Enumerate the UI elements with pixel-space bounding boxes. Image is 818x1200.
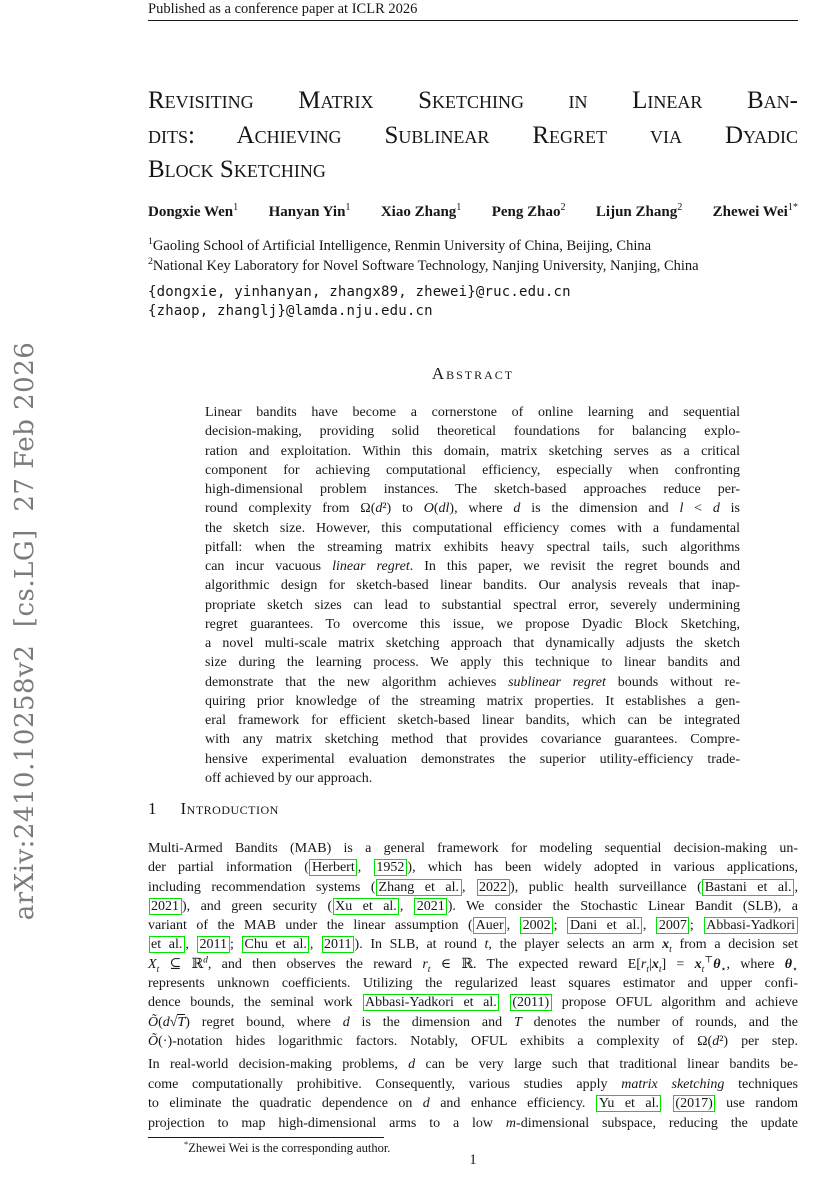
text-run: ] = [661, 956, 695, 972]
text-run: ), which has been widely adopted in various applications, [407, 860, 799, 876]
text-run: component for achieving computational efficiency, especially when confronting [205, 462, 740, 478]
text-run: propose OFUL algorithm and achieve [552, 995, 798, 1011]
text-run: demonstrate that the new algorithm achieves [205, 674, 509, 690]
text-run: eral framework for efficient sketch-based linear bandits, which can be integrated [205, 713, 740, 728]
paper-title [148, 84, 798, 188]
text-run: r [640, 956, 647, 972]
author-affil-mark: 2 [560, 202, 566, 213]
citation-link[interactable]: 2011 [322, 936, 354, 953]
text-line [205, 730, 740, 749]
text-line [148, 1114, 798, 1134]
text-run: Gaoling School of Artificial Intelligence, Renmin University of China, Beijing, China [152, 238, 652, 254]
text-run [662, 1096, 672, 1111]
text-line [148, 955, 798, 974]
text-run: t [646, 964, 650, 975]
text-run: , [794, 879, 798, 895]
text-run: linear regret [332, 559, 410, 574]
text-run: ⋆ [792, 964, 798, 975]
author-name: Zhewei Wei [712, 204, 788, 220]
text-line [205, 422, 740, 441]
text-run: Multi-Armed Bandits (MAB) is a general framework for modeling sequential decision-making un- [148, 841, 798, 856]
text-run: size during the learning process. We apply this technique to linear bandits and [205, 655, 740, 671]
author-affil-mark: 1 [456, 202, 462, 213]
introduction-paragraph-2 [148, 1055, 798, 1133]
text-line [148, 283, 798, 302]
text-run: , and then observes the reward [207, 956, 423, 972]
text-run: < [683, 501, 713, 517]
citation-link[interactable]: Yu et al. [596, 1095, 661, 1112]
text-line [205, 711, 740, 730]
author-name: Lijun Zhang [595, 204, 678, 220]
citation-link[interactable]: 1952 [374, 859, 407, 876]
text-line [205, 692, 740, 711]
text-run: -dimensional subspace, reducing the update [516, 1115, 798, 1131]
text-run: ), and green security ( [182, 898, 333, 914]
text-line [205, 557, 740, 576]
author-affil-mark: 1 [345, 202, 351, 213]
text-run: bounds without re- [605, 674, 740, 690]
text-run: ²) per step. [719, 1033, 798, 1049]
text-line [148, 84, 798, 119]
author-name: Dongxie Wen [148, 204, 234, 220]
author-row [148, 204, 798, 221]
text-line [148, 935, 798, 954]
text-line [148, 257, 798, 277]
text-line [148, 237, 798, 257]
text-line [205, 576, 740, 595]
section-number: 1 [148, 799, 157, 818]
citation-link[interactable]: Xu et al. [333, 898, 400, 915]
citation-link[interactable]: Abbasi-Yadkori et al. [363, 994, 500, 1011]
text-run: d [712, 1033, 720, 1049]
text-run: dl [438, 501, 450, 517]
text-run: √ [169, 1014, 178, 1030]
arxiv-watermark: arXiv:2410.10258v2 [cs.LG] 27 Feb 2026 [10, 341, 40, 921]
text-run: , where [726, 956, 785, 972]
text-run: Õ [148, 1014, 159, 1030]
text-run: ∈ ℝ. The expected reward E[ [430, 956, 641, 972]
text-run: ; [689, 918, 704, 934]
author [381, 204, 462, 221]
text-run: dits: Achieving Sublinear Regret via Dyadic [148, 121, 798, 149]
text-run: including recommendation systems ( [148, 879, 376, 895]
text-run: with any matrix sketching method that provides covariance guarantees. Compre- [205, 732, 740, 748]
author [596, 204, 682, 221]
text-line [148, 839, 798, 858]
text-run: is [719, 501, 740, 517]
text-run: m [505, 1115, 517, 1131]
text-line [205, 596, 740, 615]
citation-link[interactable]: Bastani et al. [702, 879, 794, 896]
conference-header: Published as a conference paper at ICLR 2026 [148, 1, 418, 17]
author [148, 204, 238, 221]
text-run: ), where [449, 501, 514, 517]
text-run: l [679, 501, 684, 517]
citation-link[interactable]: 2021 [149, 898, 182, 915]
text-run: d [342, 1014, 350, 1030]
text-run: X [148, 956, 157, 972]
text-run: d [203, 955, 208, 966]
text-run: d [408, 1057, 416, 1072]
author [269, 204, 351, 221]
text-run: . In this paper, we revisit the regret bounds and [409, 559, 740, 574]
section-title: Introduction [180, 799, 279, 818]
text-run: is the dimension and [520, 501, 680, 517]
text-line [205, 403, 740, 422]
text-line [148, 897, 798, 916]
author-affil-mark: 2 [677, 202, 683, 213]
citation-link[interactable]: 2011 [197, 936, 229, 953]
citation-link[interactable]: Chu et al. [242, 936, 309, 953]
text-run: r [422, 956, 428, 972]
citation-link[interactable]: Auer [473, 917, 506, 934]
text-run: der partial information ( [148, 860, 309, 876]
text-run: T [513, 1014, 522, 1030]
citation-link[interactable]: Dani et al. [567, 917, 642, 934]
text-line [205, 538, 740, 557]
text-run: off achieved by our approach. [205, 770, 373, 786]
author-name: Xiao Zhang [380, 204, 457, 220]
text-run: ⊆ ℝ [159, 956, 204, 972]
text-run: dence bounds, the seminal work [148, 995, 363, 1011]
text-line [148, 916, 798, 935]
text-run: represents unknown coefficients. Utilizing the regularized least squares estimator and upper confi- [148, 976, 798, 992]
text-run: high-dimensional problem instances. The sketch-based approaches reduce per- [205, 482, 740, 497]
author [492, 204, 566, 221]
text-line [148, 153, 798, 188]
author-affil-mark: 1 [233, 202, 239, 213]
text-run: can be very large such that traditional linear bandits be- [415, 1057, 798, 1072]
text-line [205, 769, 740, 788]
citation-link[interactable]: 2002 [520, 917, 553, 934]
text-run: ; [553, 918, 567, 934]
text-run: t [156, 964, 160, 975]
text-run: Block Sketching [148, 156, 326, 183]
text-run: t [484, 937, 489, 953]
text-run: ) regret bound, where [185, 1014, 343, 1030]
citation-link[interactable]: 2022 [477, 879, 510, 896]
text-run: | [649, 956, 652, 972]
text-run: the sketch size. However, this computational efficiency comes with a fundamental [205, 520, 740, 536]
text-run: d [513, 501, 521, 517]
text-run: {dongxie, yinhanyan, zhangx89, zhewei}@ruc.edu.cn [148, 284, 571, 300]
text-run: is the dimension and [349, 1014, 514, 1030]
text-line [205, 519, 740, 538]
text-line [205, 615, 740, 634]
page-number: 1 [469, 1152, 477, 1168]
text-run: d [422, 1096, 430, 1111]
text-line [148, 302, 798, 321]
citation-link[interactable]: et al. [149, 936, 185, 953]
text-run: t [658, 964, 662, 975]
citation-link[interactable]: Abbasi-Yadkori [704, 917, 798, 934]
text-run: can incur vacuous [205, 559, 333, 574]
text-run: x [651, 956, 659, 972]
text-run: regret guarantees. To overcome this issue, we propose Dyadic Block Sketching, [205, 616, 740, 632]
author-name: Peng Zhao [491, 204, 561, 220]
text-run: algorithmic design for sketch-based linear bandits. Our analysis reveals that inap- [205, 578, 740, 594]
text-run: x [662, 937, 670, 953]
text-run: θ [784, 956, 793, 972]
text-run: sublinear regret [508, 674, 606, 690]
text-run: , [309, 937, 322, 953]
text-line [148, 878, 798, 897]
text-line [205, 461, 740, 480]
author-emails [148, 283, 798, 320]
text-line [148, 1013, 798, 1032]
text-run: ⊤ [704, 955, 714, 966]
text-line [148, 1032, 798, 1051]
text-run: variant of the MAB under the linear assumption ( [148, 918, 473, 934]
text-run: ( [433, 501, 439, 517]
citation-link[interactable]: 2021 [414, 898, 447, 915]
text-line [205, 634, 740, 653]
text-run: quiring prior knowledge of the streaming matrix properties. It establishes a gen- [205, 693, 740, 709]
text-run: round complexity from Ω( [205, 501, 376, 517]
text-run: θ [713, 956, 721, 972]
footnote-rule [148, 1137, 384, 1138]
author-name: Hanyan Yin [268, 204, 346, 220]
text-run: d [375, 501, 383, 517]
text-run: Revisiting Matrix Sketching in Linear Ban- [148, 87, 798, 114]
section-heading-introduction [148, 799, 798, 819]
text-run: , the player selects an arm [488, 937, 663, 953]
text-run: techniques [724, 1076, 799, 1092]
text-run: 1 [148, 236, 153, 248]
citation-link[interactable]: (2017) [673, 1095, 715, 1112]
text-run: use random [715, 1096, 799, 1111]
text-run: t [669, 945, 672, 956]
author [713, 204, 798, 221]
text-run: , [357, 860, 374, 876]
text-line [205, 653, 740, 672]
header-rule [148, 20, 798, 21]
text-run: , [506, 918, 520, 934]
text-line [148, 858, 798, 877]
text-run: Linear bandits have become a cornerstone of online learning and sequential [205, 405, 740, 420]
citation-link[interactable]: Herbert [309, 859, 357, 876]
text-run [500, 995, 510, 1010]
text-run: decision-making, providing solid theoretical foundations for balancing explo- [205, 424, 740, 440]
text-run: ), public health surveillance ( [510, 879, 702, 895]
text-run: National Key Laboratory for Novel Software Technology, Nanjing University, Nanjing, China [152, 257, 699, 274]
text-run: ). We consider the Stochastic Linear Bandit (SLB), a [447, 898, 799, 914]
text-run: to eliminate the quadratic dependence on [148, 1096, 423, 1111]
text-line [148, 1055, 798, 1075]
text-line [205, 499, 740, 518]
text-run: , [185, 937, 197, 953]
text-run: , [462, 879, 477, 895]
text-run: come computationally prohibitive. Consequently, various studies apply [148, 1076, 622, 1092]
text-line [148, 993, 798, 1012]
affiliations [148, 237, 798, 276]
author-affil-mark: 1* [787, 202, 798, 213]
text-line [205, 673, 740, 692]
text-run: (·)-notation hides logarithmic factors. Notably, OFUL exhibits a complexity of Ω( [158, 1033, 713, 1049]
text-run: Õ [148, 1033, 159, 1049]
text-run: t [427, 964, 431, 975]
citation-link[interactable]: Zhang et al. [376, 879, 462, 896]
text-run: ( [158, 1014, 163, 1030]
text-run: pitfall: when the streaming matrix exhibits heavy spectral tails, such algorithms [205, 539, 740, 555]
text-run: t [701, 964, 705, 975]
text-run: * [184, 1138, 189, 1149]
text-line [148, 974, 798, 993]
citation-link[interactable]: 2007 [656, 917, 689, 934]
text-run: Zhewei Wei is the corresponding author. [188, 1141, 391, 1155]
text-line [205, 750, 740, 769]
text-run: ; [230, 937, 242, 953]
abstract-heading: Abstract [431, 364, 515, 383]
text-run: ). In SLB, at round [354, 937, 485, 953]
text-run: matrix sketching [621, 1076, 725, 1092]
text-line [205, 442, 740, 461]
text-run: propriate sketch sizes can lead to substantial spectral error, severely undermining [205, 597, 740, 613]
text-run: , [642, 918, 656, 934]
text-run: d [162, 1014, 170, 1030]
text-run: denotes the number of rounds, and the [521, 1014, 798, 1030]
text-run: and enhance efficiency. [429, 1096, 596, 1111]
text-line [148, 1075, 798, 1095]
text-run: O [423, 501, 434, 517]
text-run: projection to map high-dimensional arms to a low [148, 1115, 506, 1131]
text-line [205, 480, 740, 499]
text-run: from a decision set [671, 937, 799, 953]
text-run: d [712, 501, 720, 517]
citation-link[interactable]: (2011) [510, 994, 552, 1011]
text-run: 2 [148, 255, 153, 267]
text-run: ration and exploitation. Within this domain, matrix sketching serves as a critical [205, 443, 740, 459]
text-run: , [399, 898, 414, 914]
text-line [148, 1094, 798, 1114]
text-line [148, 119, 798, 154]
text-run: In real-world decision-making problems, [148, 1057, 409, 1072]
text-run: a novel multi-scale matrix sketching approach that dynamically adjusts the sketch [205, 636, 740, 651]
text-run: x [694, 956, 702, 972]
text-run: ⋆ [720, 964, 727, 975]
text-run: hensive experimental evaluation demonstrates the superior utility-efficiency trade- [205, 751, 740, 767]
text-run: {zhaop, zhanglj}@lamda.nju.edu.cn [148, 302, 433, 319]
introduction-paragraph-1 [148, 839, 798, 1051]
text-run: ²) to [382, 501, 424, 517]
abstract-body [205, 403, 740, 788]
text-run: T [177, 1014, 186, 1030]
